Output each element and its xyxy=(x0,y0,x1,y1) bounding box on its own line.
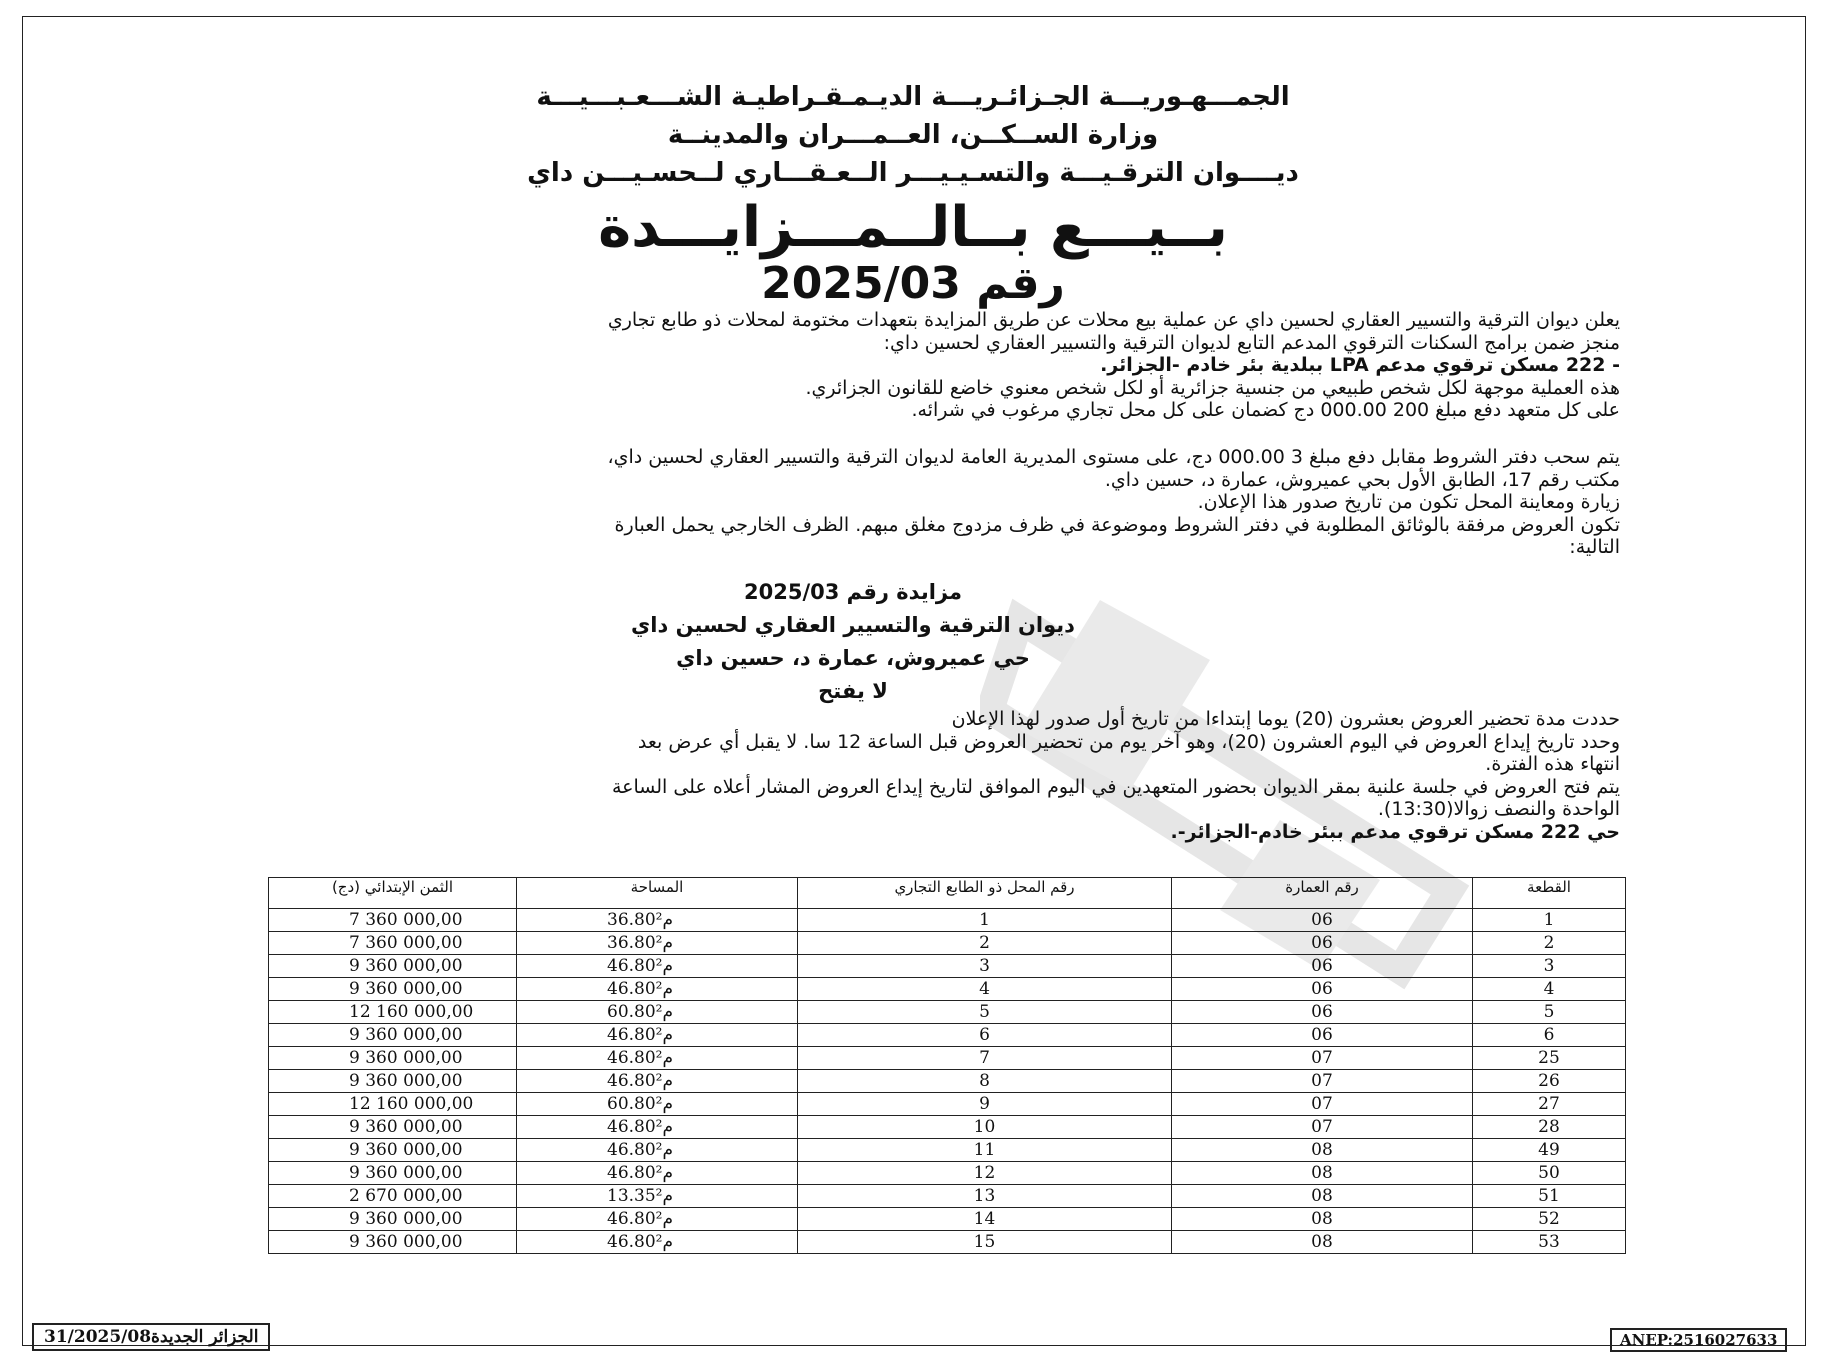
cell-lot: 52 xyxy=(1473,1208,1626,1231)
cell-area: 46.80م² xyxy=(517,978,798,1001)
intro-line-program: - 222 مسكن ترقوي مدعم LPA ببلدية بئر خادم -الجزائر. xyxy=(1100,354,1620,376)
condition-line: مكتب رقم 17، الطابق الأول بحي عميروش، عمارة د، حسين داي. xyxy=(1104,468,1620,491)
deadline-line: حددت مدة تحضير العروض بعشرون (20) يوما إبتداءا من تاريخ أول صدور لهذا الإعلان xyxy=(951,708,1620,730)
cell-building: 06 xyxy=(1172,1024,1473,1047)
cell-price: 9 360 000,00 xyxy=(269,955,517,978)
newspaper-date: الجزائر الجديدة31/2025/08 xyxy=(32,1323,270,1351)
header-area: المساحة xyxy=(517,878,798,909)
cell-area: 46.80م² xyxy=(517,1208,798,1231)
deadlines-section xyxy=(290,708,1620,843)
condition-line: تكون العروض مرفقة بالوثائق المطلوبة في دفتر الشروط وموضوعة في ظرف مزدوج مغلق مبهم. الظرف الخارجي يحمل العبارة xyxy=(614,513,1620,536)
cell-building: 06 xyxy=(1172,932,1473,955)
envelope-line: مزايدة رقم 2025/03 xyxy=(744,580,962,604)
cell-area: 13.35م² xyxy=(517,1185,798,1208)
cell-lot: 6 xyxy=(1473,1024,1626,1047)
intro-line: يعلن ديوان الترقية والتسيير العقاري لحسين داي عن عملية بيع محلات عن طريق المزايدة بتعهدات مختومة لمحلات ذو طابع تجاري xyxy=(607,309,1620,331)
envelope-line: ديوان الترقية والتسيير العقاري لحسين داي xyxy=(631,613,1075,637)
cell-shop-number: 3 xyxy=(798,955,1172,978)
table-row xyxy=(269,1024,1626,1047)
cell-shop-number: 4 xyxy=(798,978,1172,1001)
envelope-line: حي عميروش، عمارة د، حسين داي xyxy=(676,646,1030,670)
table-row xyxy=(269,1070,1626,1093)
cell-area: 46.80م² xyxy=(517,1047,798,1070)
table-row xyxy=(269,1231,1626,1254)
conditions-section xyxy=(290,446,1620,559)
cell-shop-number: 5 xyxy=(798,1001,1172,1024)
cell-area: 46.80م² xyxy=(517,1024,798,1047)
envelope-inscription xyxy=(0,576,1826,708)
cell-lot: 49 xyxy=(1473,1139,1626,1162)
header-shop-number: رقم المحل ذو الطابع التجاري xyxy=(798,878,1172,909)
cell-shop-number: 13 xyxy=(798,1185,1172,1208)
header-starting-price: الثمن الإبتدائي (دج) xyxy=(269,878,517,909)
table-row xyxy=(269,955,1626,978)
cell-lot: 25 xyxy=(1473,1047,1626,1070)
cell-lot: 28 xyxy=(1473,1116,1626,1139)
table-row xyxy=(269,1047,1626,1070)
cell-shop-number: 14 xyxy=(798,1208,1172,1231)
cell-shop-number: 15 xyxy=(798,1231,1172,1254)
table-row xyxy=(269,932,1626,955)
header-lot: القطعة xyxy=(1473,878,1626,909)
cell-lot: 4 xyxy=(1473,978,1626,1001)
table-row xyxy=(269,1139,1626,1162)
site-label: حي 222 مسكن ترقوي مدعم ببئر خادم-الجزائر-. xyxy=(1170,820,1620,843)
lots-table xyxy=(268,877,1626,1254)
deadline-line: الواحدة والنصف زوالا(13:30). xyxy=(1377,798,1620,820)
header-building: رقم العمارة xyxy=(1172,878,1473,909)
table-row xyxy=(269,1162,1626,1185)
envelope-line: لا يفتح xyxy=(818,679,888,703)
cell-area: 36.80م² xyxy=(517,932,798,955)
anep-reference: ANEP:2516027633 xyxy=(1610,1328,1787,1352)
condition-line: زيارة ومعاينة المحل تكون من تاريخ صدور هذا الإعلان. xyxy=(1197,491,1620,513)
deadline-line: انتهاء هذه الفترة. xyxy=(1485,753,1620,775)
cell-price: 9 360 000,00 xyxy=(269,978,517,1001)
cell-lot: 51 xyxy=(1473,1185,1626,1208)
cell-shop-number: 1 xyxy=(798,909,1172,932)
cell-building: 06 xyxy=(1172,909,1473,932)
table-row xyxy=(269,978,1626,1001)
cell-lot: 27 xyxy=(1473,1093,1626,1116)
table-row xyxy=(269,1185,1626,1208)
cell-building: 07 xyxy=(1172,1070,1473,1093)
cell-shop-number: 8 xyxy=(798,1070,1172,1093)
cell-area: 46.80م² xyxy=(517,1070,798,1093)
cell-shop-number: 10 xyxy=(798,1116,1172,1139)
condition-line: يتم سحب دفتر الشروط مقابل دفع مبلغ 3 000.00 دج، على مستوى المديرية العامة لديوان الترقية والتسيير العقاري لحسين داي، xyxy=(607,446,1620,468)
table-row xyxy=(269,1116,1626,1139)
cell-price: 9 360 000,00 xyxy=(269,1208,517,1231)
cell-shop-number: 6 xyxy=(798,1024,1172,1047)
cell-price: 7 360 000,00 xyxy=(269,932,517,955)
notice-title: بــيـــع بــالــمـــزايـــدة xyxy=(598,195,1228,260)
cell-building: 08 xyxy=(1172,1185,1473,1208)
cell-lot: 2 xyxy=(1473,932,1626,955)
cell-area: 36.80م² xyxy=(517,909,798,932)
cell-price: 9 360 000,00 xyxy=(269,1162,517,1185)
cell-price: 9 360 000,00 xyxy=(269,1231,517,1254)
intro-section xyxy=(290,309,1620,422)
cell-shop-number: 12 xyxy=(798,1162,1172,1185)
cell-area: 46.80م² xyxy=(517,955,798,978)
ministry-name: وزارة الســكــن، العــمـــران والمدينــة xyxy=(667,120,1159,150)
deadline-line: وحدد تاريخ إيداع العروض في اليوم العشرون (20)، وهو آخر يوم من تحضير العروض قبل الساعة 12 سا. لا يقبل أي عرض بعد xyxy=(637,730,1620,753)
cell-price: 7 360 000,00 xyxy=(269,909,517,932)
table-row xyxy=(269,1208,1626,1231)
table-row xyxy=(269,1001,1626,1024)
cell-price: 12 160 000,00 xyxy=(269,1001,517,1024)
cell-price: 9 360 000,00 xyxy=(269,1070,517,1093)
cell-building: 08 xyxy=(1172,1231,1473,1254)
cell-building: 07 xyxy=(1172,1116,1473,1139)
cell-shop-number: 9 xyxy=(798,1093,1172,1116)
cell-lot: 3 xyxy=(1473,955,1626,978)
cell-area: 46.80م² xyxy=(517,1231,798,1254)
table-row xyxy=(269,909,1626,932)
cell-building: 07 xyxy=(1172,1093,1473,1116)
condition-line: التالية: xyxy=(1569,536,1620,558)
intro-line: على كل متعهد دفع مبلغ 200 000.00 دج كضمان على كل محل تجاري مرغوب في شرائه. xyxy=(911,399,1620,421)
cell-lot: 50 xyxy=(1473,1162,1626,1185)
cell-building: 06 xyxy=(1172,978,1473,1001)
notice-number: رقم 2025/03 xyxy=(761,258,1065,309)
cell-building: 08 xyxy=(1172,1162,1473,1185)
cell-shop-number: 11 xyxy=(798,1139,1172,1162)
cell-price: 2 670 000,00 xyxy=(269,1185,517,1208)
cell-area: 46.80م² xyxy=(517,1139,798,1162)
table-row xyxy=(269,1093,1626,1116)
cell-lot: 5 xyxy=(1473,1001,1626,1024)
cell-price: 9 360 000,00 xyxy=(269,1047,517,1070)
intro-line: هذه العملية موجهة لكل شخص طبيعي من جنسية جزائرية أو لكل شخص معنوي خاضع للقانون الجزائري. xyxy=(805,376,1620,399)
cell-building: 07 xyxy=(1172,1047,1473,1070)
cell-building: 08 xyxy=(1172,1139,1473,1162)
cell-price: 9 360 000,00 xyxy=(269,1024,517,1047)
letterhead xyxy=(0,78,1826,192)
cell-building: 06 xyxy=(1172,1001,1473,1024)
cell-area: 60.80م² xyxy=(517,1001,798,1024)
cell-building: 08 xyxy=(1172,1208,1473,1231)
table-header-row xyxy=(269,878,1626,909)
cell-price: 9 360 000,00 xyxy=(269,1139,517,1162)
cell-price: 9 360 000,00 xyxy=(269,1116,517,1139)
cell-shop-number: 2 xyxy=(798,932,1172,955)
cell-area: 46.80م² xyxy=(517,1116,798,1139)
deadline-line: يتم فتح العروض في جلسة علنية بمقر الديوان بحضور المتعهدين في اليوم الموافق لتاريخ إيداع العروض المشار أعلاه على الساعة xyxy=(611,775,1620,798)
cell-price: 12 160 000,00 xyxy=(269,1093,517,1116)
intro-line: منجز ضمن برامج السكنات الترقوي المدعم التابع لديوان الترقية والتسيير العقاري لحسين داي: xyxy=(883,331,1620,354)
cell-lot: 1 xyxy=(1473,909,1626,932)
cell-lot: 53 xyxy=(1473,1231,1626,1254)
office-name: ديــــوان الترقـيـــة والتسـيـيـــر الــعـقـــاري لــحسـيـــن داي xyxy=(527,158,1299,188)
country-name: الجمـــهـوريـــة الجـزائـريـــة الديـمـقـراطيـة الشـــعـبـــيـــة xyxy=(536,82,1290,112)
cell-shop-number: 7 xyxy=(798,1047,1172,1070)
table-body xyxy=(269,909,1626,1254)
cell-lot: 26 xyxy=(1473,1070,1626,1093)
cell-area: 60.80م² xyxy=(517,1093,798,1116)
cell-area: 46.80م² xyxy=(517,1162,798,1185)
cell-building: 06 xyxy=(1172,955,1473,978)
